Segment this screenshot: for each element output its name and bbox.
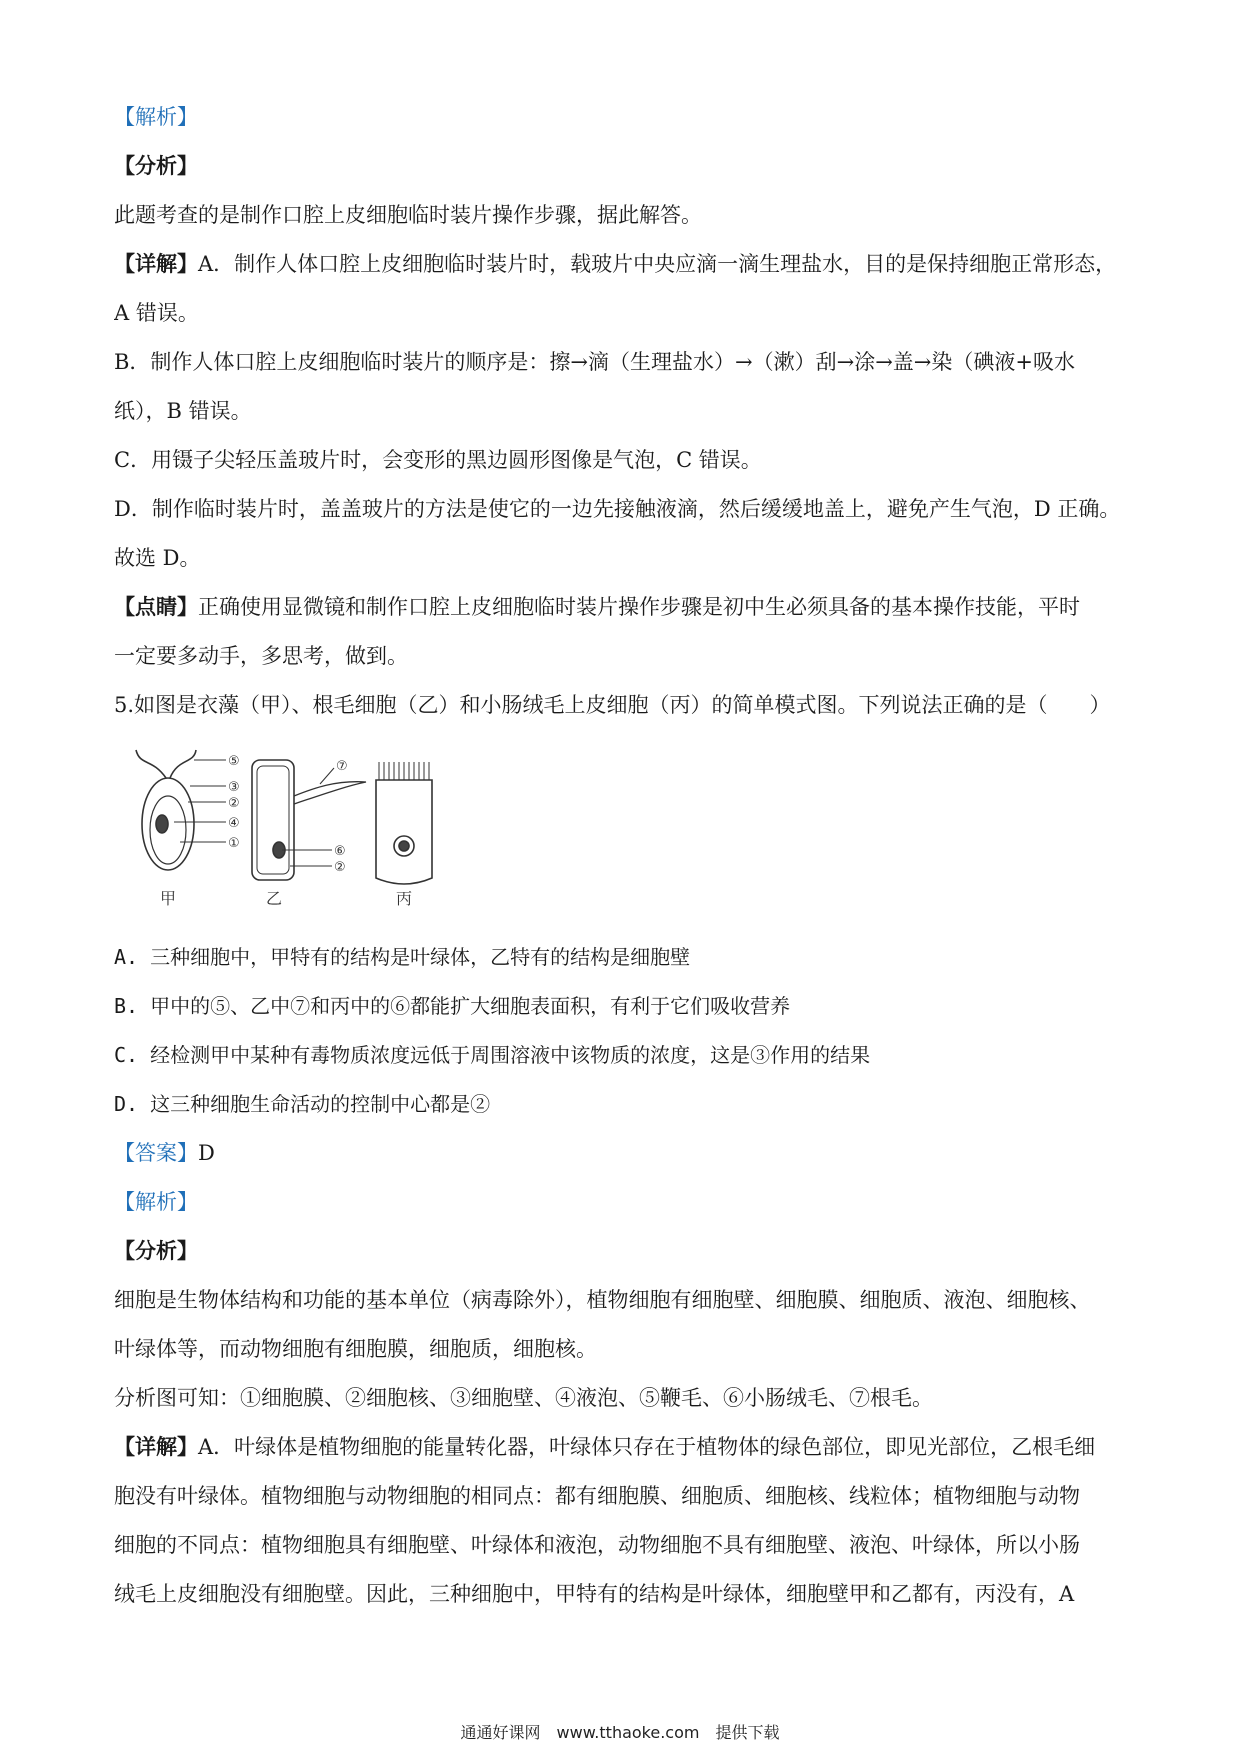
page-footer: 通通好课网 www.tthaoke.com 提供下载 xyxy=(460,1723,780,1742)
detail-line-5: C．用镊子尖轻压盖玻片时，会变形的黑边圆形图像是气泡，C 错误。 xyxy=(114,448,762,472)
detail-line-2: A 错误。 xyxy=(114,301,199,325)
marker-1: ① xyxy=(228,836,240,851)
detail2-line-1: 【详解】A．叶绿体是植物细胞的能量转化器，叶绿体只存在于植物体的绿色部位，即见光部位，乙根毛细 xyxy=(114,1434,1096,1459)
jiexi-heading: 【解析】 xyxy=(114,105,198,129)
detail-line-4: 纸），B 错误。 xyxy=(114,399,252,423)
root-cell-wall xyxy=(252,760,294,880)
fenxi-heading: 【分析】 xyxy=(114,153,198,178)
root-cell-membrane xyxy=(257,766,289,874)
conclusion-line: 故选 D。 xyxy=(114,546,201,570)
villus-cell xyxy=(376,780,432,884)
detail-line-3: B．制作人体口腔上皮细胞临时装片的顺序是：擦→滴（生理盐水）→（漱）刮→涂→盖→染（碘液+吸水 xyxy=(114,350,1076,374)
detail2-line-4: 绒毛上皮细胞没有细胞壁。因此，三种细胞中，甲特有的结构是叶绿体，细胞壁甲和乙都有，丙没有，A xyxy=(114,1582,1075,1606)
analysis-text: 此题考查的是制作口腔上皮细胞临时装片操作步骤，据此解答。 xyxy=(114,203,702,227)
analysis2-line-2: 叶绿体等，而动物细胞有细胞膜，细胞质，细胞核。 xyxy=(114,1337,597,1361)
chlamy-nucleus xyxy=(156,815,168,833)
option-b: B. 甲中的⑤、乙中⑦和丙中的⑥都能扩大细胞表面积，有利于它们吸收营养 xyxy=(114,994,791,1018)
label-bing: 丙 xyxy=(396,889,413,908)
marker-2b: ② xyxy=(334,860,346,875)
answer-line: 【答案】D xyxy=(114,1141,215,1165)
marker-4: ④ xyxy=(228,816,240,831)
fenxi-heading-2: 【分析】 xyxy=(114,1238,198,1263)
option-a: A. 三种细胞中，甲特有的结构是叶绿体，乙特有的结构是细胞壁 xyxy=(114,945,691,969)
flagellum-left xyxy=(136,750,166,778)
analysis2-line-3: 分析图可知：①细胞膜、②细胞核、③细胞壁、④液泡、⑤鞭毛、⑥小肠绒毛、⑦根毛。 xyxy=(114,1386,933,1410)
detail-line-6: D．制作临时装片时，盖盖玻片的方法是使它的一边先接触液滴，然后缓缓地盖上，避免产生气泡，D 正确。 xyxy=(114,497,1121,521)
marker-2: ② xyxy=(228,796,240,811)
jiexi-heading-2: 【解析】 xyxy=(114,1190,198,1214)
question-5: 5.如图是衣藻（甲）、根毛细胞（乙）和小肠绒毛上皮细胞（丙）的简单模式图。下列说法正确的是（ ） xyxy=(114,693,1111,717)
label-jia: 甲 xyxy=(160,889,177,908)
option-d: D. 这三种细胞生命活动的控制中心都是② xyxy=(114,1092,491,1116)
chlamy-chloroplast xyxy=(150,796,186,864)
marker-5: ⑤ xyxy=(228,754,240,769)
option-c: C. 经检测甲中某种有毒物质浓度远低于周围溶液中该物质的浓度，这是③作用的结果 xyxy=(114,1043,871,1067)
cell-diagram xyxy=(114,738,454,910)
flagellum-right xyxy=(170,750,196,778)
dianjing-line-2: 一定要多动手，多思考，做到。 xyxy=(114,644,408,668)
marker-7: ⑦ xyxy=(336,759,348,774)
detail2-line-2: 胞没有叶绿体。植物细胞与动物细胞的相同点：都有细胞膜、细胞质、细胞核、线粒体；植物细胞与动物 xyxy=(114,1484,1080,1508)
detail2-line-3: 细胞的不同点：植物细胞具有细胞壁、叶绿体和液泡，动物细胞不具有细胞壁、液泡、叶绿体，所以小肠 xyxy=(114,1533,1080,1557)
detail-line-1: 【详解】A．制作人体口腔上皮细胞临时装片时，载玻片中央应滴一滴生理盐水，目的是保持细胞正常形态， xyxy=(114,251,1117,276)
cell-diagram-svg xyxy=(114,738,454,910)
marker-3: ③ xyxy=(228,780,240,795)
analysis2-line-1: 细胞是生物体结构和功能的基本单位（病毒除外），植物细胞有细胞壁、细胞膜、细胞质、液泡、细胞核、 xyxy=(114,1288,1091,1312)
root-hair xyxy=(294,782,366,804)
label-yi: 乙 xyxy=(266,889,283,908)
marker-6: ⑥ xyxy=(334,844,346,859)
dianjing-line-1: 【点睛】正确使用显微镜和制作口腔上皮细胞临时装片操作步骤是初中生必须具备的基本操作技能，平时 xyxy=(114,594,1080,619)
